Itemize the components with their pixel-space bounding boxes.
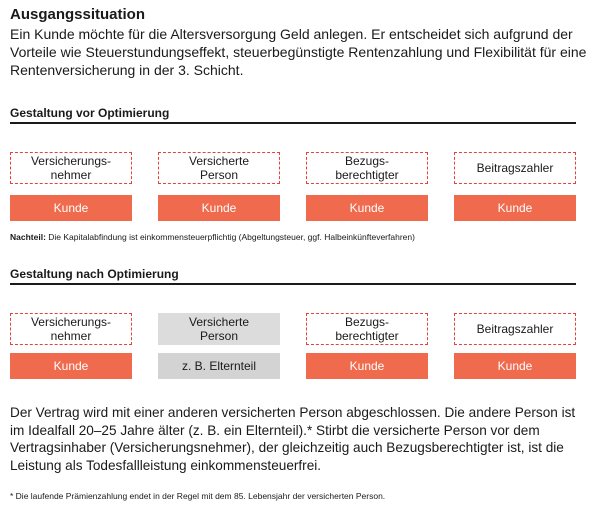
role-box-versicherungsnehmer: Versicherungs- nehmer bbox=[10, 313, 132, 345]
person-bar: Kunde bbox=[306, 195, 428, 221]
role-box-beitragszahler: Beitragszahler bbox=[454, 313, 576, 345]
role-box-versicherte-person: Versicherte Person bbox=[158, 313, 280, 345]
role-box-beitragszahler: Beitragszahler bbox=[454, 152, 576, 184]
role-box-versicherungsnehmer: Versicherungs- nehmer bbox=[10, 152, 132, 184]
page-heading: Ausgangssituation bbox=[10, 6, 146, 23]
person-bar: Kunde bbox=[10, 353, 132, 379]
person-bar: Kunde bbox=[454, 353, 576, 379]
person-bar: Kunde bbox=[454, 195, 576, 221]
section-divider bbox=[10, 283, 576, 285]
intro-text: Ein Kunde möchte für die Altersversorgung Geld anlegen. Er entscheidet sich aufgrund der Vorteile wie Steuerstundungseffekt, steuerbegünstigte Rentenzahlung und Flexibilität für eine Rentenversicherung in der 3. Schicht. bbox=[10, 26, 587, 78]
footnote: * Die laufende Prämienzahlung endet in der Regel mit dem 85. Lebensjahr der versicherten Person. bbox=[10, 491, 386, 501]
person-bar: Kunde bbox=[158, 195, 280, 221]
person-bar: Kunde bbox=[306, 353, 428, 379]
section-after-title: Gestaltung nach Optimierung bbox=[10, 267, 179, 281]
note-label: Nachteil: bbox=[10, 232, 46, 242]
person-bar: z. B. Elternteil bbox=[158, 353, 280, 379]
role-box-bezugsberechtigter: Bezugs- berechtigter bbox=[306, 152, 428, 184]
note-text: Die Kapitalabfindung ist einkommensteuerpflichtig (Abgeltungsteuer, ggf. Halbeinkünfteverfahren) bbox=[45, 232, 415, 242]
section-divider bbox=[10, 122, 576, 124]
explanation-paragraph: Der Vertrag wird mit einer anderen versicherten Person abgeschlossen. Die andere Person ist im Idealfall 20–25 Jahre älter (z. B. ein Elternteil).* Stirbt die versicherte Person vor dem Vertragsinhaber (Versicherungsnehmer), der gleichzeitig auch Bezugsberechtigter ist, ist die Leistung als Todesfallleistung einkommensteuerfrei. bbox=[10, 405, 576, 473]
role-box-versicherte-person: Versicherte Person bbox=[158, 152, 280, 184]
disadvantage-note bbox=[10, 232, 415, 242]
section-before-title: Gestaltung vor Optimierung bbox=[10, 106, 170, 120]
person-bar: Kunde bbox=[10, 195, 132, 221]
role-box-bezugsberechtigter: Bezugs- berechtigter bbox=[306, 313, 428, 345]
